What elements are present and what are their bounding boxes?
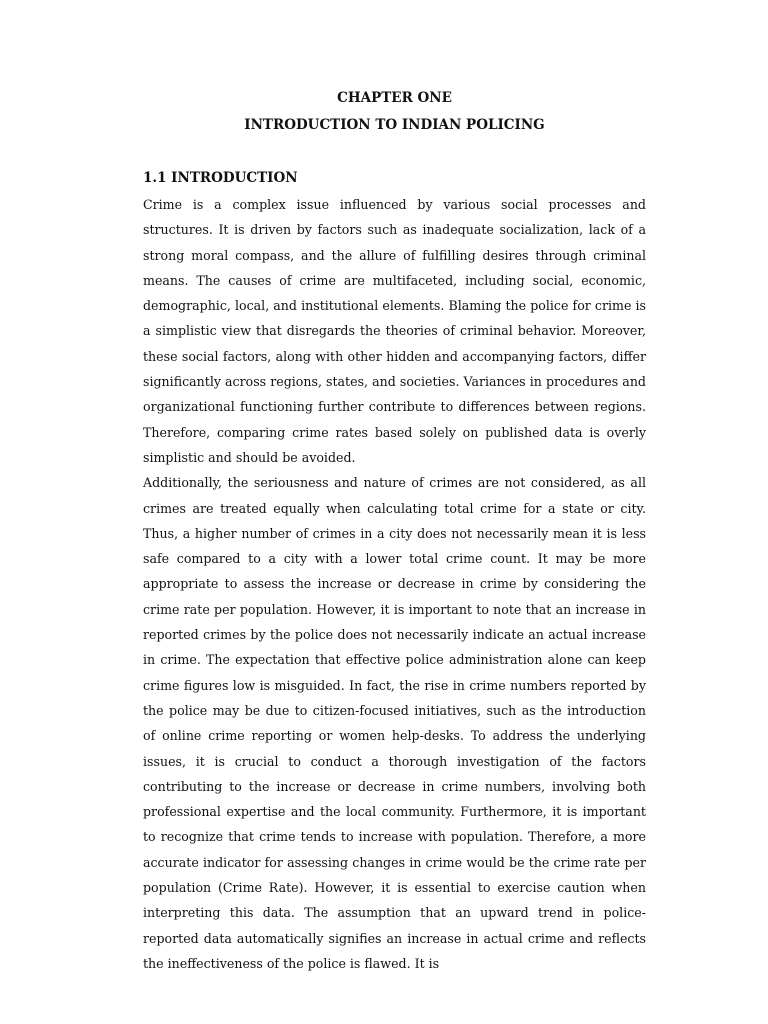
section-heading: 1.1 INTRODUCTION — [143, 170, 298, 186]
paragraph-2: Additionally, the seriousness and nature of crimes are not considered, as all crimes are treated equally when calculating total crime for a state or city. Thus, a higher number of crimes in a city does not necessarily mean it is less safe compared to a city with a lower total crime count. It may be more appropriate to assess the increase or decrease in crime by considering the crime rate per population. However, it is important to note that an increase in reported crimes by the police does not necessarily indicate an actual increase in crime. The expectation that effective police administration alone can keep crime figures low is misguided. In fact, the rise in crime numbers reported by the police may be due to citizen-focused initiatives, such as the introduction of online crime reporting or women help-desks. To address the underlying issues, it is crucial to conduct a thorough investigation of the factors contributing to the increase or decrease in crime numbers, involving both professional expertise and the local community. Furthermore, it is important to recognize that crime tends to increase with population. Therefore, a more accurate indicator for assessing changes in crime would be the crime rate per population (Crime Rate). However, it is essential to exercise caution when interpreting this data. The assumption that an upward trend in police-reported data automatically signifies an increase in actual crime and reflects the ineffectiveness of the police is flawed. It is — [143, 475, 646, 971]
chapter-number: CHAPTER ONE — [337, 90, 452, 106]
document-page — [143, 88, 646, 976]
chapter-title: INTRODUCTION TO INDIAN POLICING — [244, 117, 545, 133]
paragraph-1: Crime is a complex issue influenced by various social processes and structures. It is driven by factors such as inadequate socialization, lack of a strong moral compass, and the allure of fulfilling desires through criminal means. The causes of crime are multifaceted, including social, economic, demographic, local, and institutional elements. Blaming the police for crime is a simplistic view that disregards the theories of criminal behavior. Moreover, these social factors, along with other hidden and accompanying factors, differ significantly across regions, states, and societies. Variances in procedures and organizational functioning further contribute to differences between regions. Therefore, comparing crime rates based solely on published data is overly simplistic and should be avoided. — [143, 197, 646, 465]
